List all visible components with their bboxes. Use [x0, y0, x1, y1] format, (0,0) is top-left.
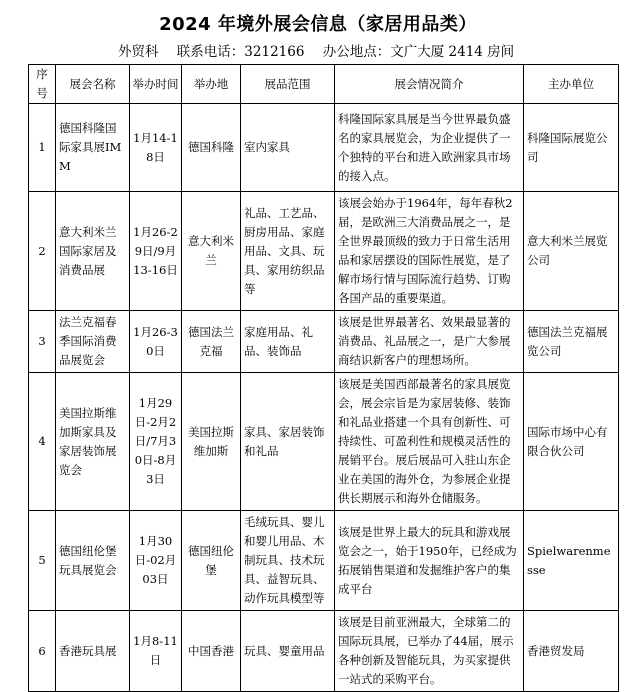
- cell-no: 1: [29, 104, 56, 192]
- cell-intro: 科隆国际家具展是当今世界最负盛名的家具展览会，为企业提供了一个独特的平台和进入欧洲家具市场的接入点。: [335, 104, 524, 192]
- cell-place: 中国香港: [182, 611, 241, 692]
- header-name: 展会名称: [56, 65, 130, 104]
- cell-host: 科隆国际展览公司: [524, 104, 619, 192]
- contact-dept: 外贸科: [118, 44, 159, 60]
- table-row: [29, 373, 619, 511]
- cell-time: 1月26-29日/9月13-16日: [130, 192, 182, 311]
- table-row: [29, 611, 619, 692]
- table-row: [29, 511, 619, 611]
- cell-no: 2: [29, 192, 56, 311]
- cell-host: Spielwarenmesse: [524, 511, 619, 611]
- table-header-row: [29, 65, 619, 104]
- cell-place: 德国科隆: [182, 104, 241, 192]
- cell-name: 美国拉斯维加斯家具及家居装饰展览会: [56, 373, 130, 511]
- cell-intro: 该展是目前亚洲最大，全球第二的国际玩具展，已举办了44届，展示各种创新及智能玩具，为买家提供一站式的采购平台。: [335, 611, 524, 692]
- header-scope: 展品范围: [241, 65, 335, 104]
- cell-place: 美国拉斯维加斯: [182, 373, 241, 511]
- cell-name: 香港玩具展: [56, 611, 130, 692]
- header-time: 举办时间: [130, 65, 182, 104]
- cell-scope: 毛绒玩具、婴儿和婴儿用品、木制玩具、技术玩具、益智玩具、动作玩具模型等: [241, 511, 335, 611]
- exhibition-table: [28, 64, 619, 692]
- cell-time: 1月29日-2月2日/7月30日-8月3日: [130, 373, 182, 511]
- cell-intro: 该展是美国西部最著名的家具展览会，展会宗旨是为家居装修、装饰和礼品业搭建一个具有创新性、可持续性、可盈利性和规模灵活性的展销平台。展后展品可入驻山东企业在美国的海外仓，为参展企业提供长期展示和海外仓储服务。: [335, 373, 524, 511]
- table-row: [29, 311, 619, 373]
- cell-no: 6: [29, 611, 56, 692]
- cell-host: 意大利米兰展览公司: [524, 192, 619, 311]
- table-row: [29, 104, 619, 192]
- cell-scope: 玩具、婴童用品: [241, 611, 335, 692]
- cell-time: 1月14-18日: [130, 104, 182, 192]
- cell-scope: 室内家具: [241, 104, 335, 192]
- cell-name: 德国纽伦堡玩具展览会: [56, 511, 130, 611]
- cell-place: 德国法兰克福: [182, 311, 241, 373]
- page-title: 2024 年境外展会信息（家居用品类）: [159, 14, 477, 35]
- contact-line: [118, 40, 528, 60]
- cell-name: 德国科隆国际家具展IMM: [56, 104, 130, 192]
- header-host: 主办单位: [524, 65, 619, 104]
- header-intro: 展会情况简介: [335, 65, 524, 104]
- cell-intro: 该展是世界上最大的玩具和游戏展览会之一，始于1950年，已经成为拓展销售渠道和发掘维护客户的集成平台: [335, 511, 524, 611]
- cell-name: 法兰克福春季国际消费品展览会: [56, 311, 130, 373]
- cell-intro: 该展会始办于1964年，每年春秋2届，是欧洲三大消费品展之一，是全世界最顶级的致力于日常生活用品和家居摆设的国际性展览，是了解市场行情与国际流行趋势、订购各国产品的重要渠道。: [335, 192, 524, 311]
- cell-time: 1月26-30日: [130, 311, 182, 373]
- cell-place: 德国纽伦堡: [182, 511, 241, 611]
- header-place: 举办地: [182, 65, 241, 104]
- cell-scope: 礼品、工艺品、厨房用品、家庭用品、文具、玩具、家用纺织品等: [241, 192, 335, 311]
- cell-host: 德国法兰克福展览公司: [524, 311, 619, 373]
- table-row: [29, 192, 619, 311]
- cell-place: 意大利米兰: [182, 192, 241, 311]
- cell-no: 4: [29, 373, 56, 511]
- cell-host: 香港贸发局: [524, 611, 619, 692]
- cell-time: 1月30日-02月03日: [130, 511, 182, 611]
- cell-intro: 该展是世界最著名、效果最显著的消费品、礼品展之一，是广大参展商结识新客户的理想场所。: [335, 311, 524, 373]
- cell-time: 1月8-11日: [130, 611, 182, 692]
- contact-office: 办公地点：文广大厦 2414 房间: [322, 44, 515, 60]
- cell-no: 5: [29, 511, 56, 611]
- cell-name: 意大利米兰国际家居及消费品展: [56, 192, 130, 311]
- header-no: 序号: [29, 65, 56, 104]
- contact-phone: 联系电话：3212166: [176, 44, 305, 60]
- cell-no: 3: [29, 311, 56, 373]
- cell-scope: 家具、家居装饰和礼品: [241, 373, 335, 511]
- cell-host: 国际市场中心有限合伙公司: [524, 373, 619, 511]
- cell-scope: 家庭用品、礼品、装饰品: [241, 311, 335, 373]
